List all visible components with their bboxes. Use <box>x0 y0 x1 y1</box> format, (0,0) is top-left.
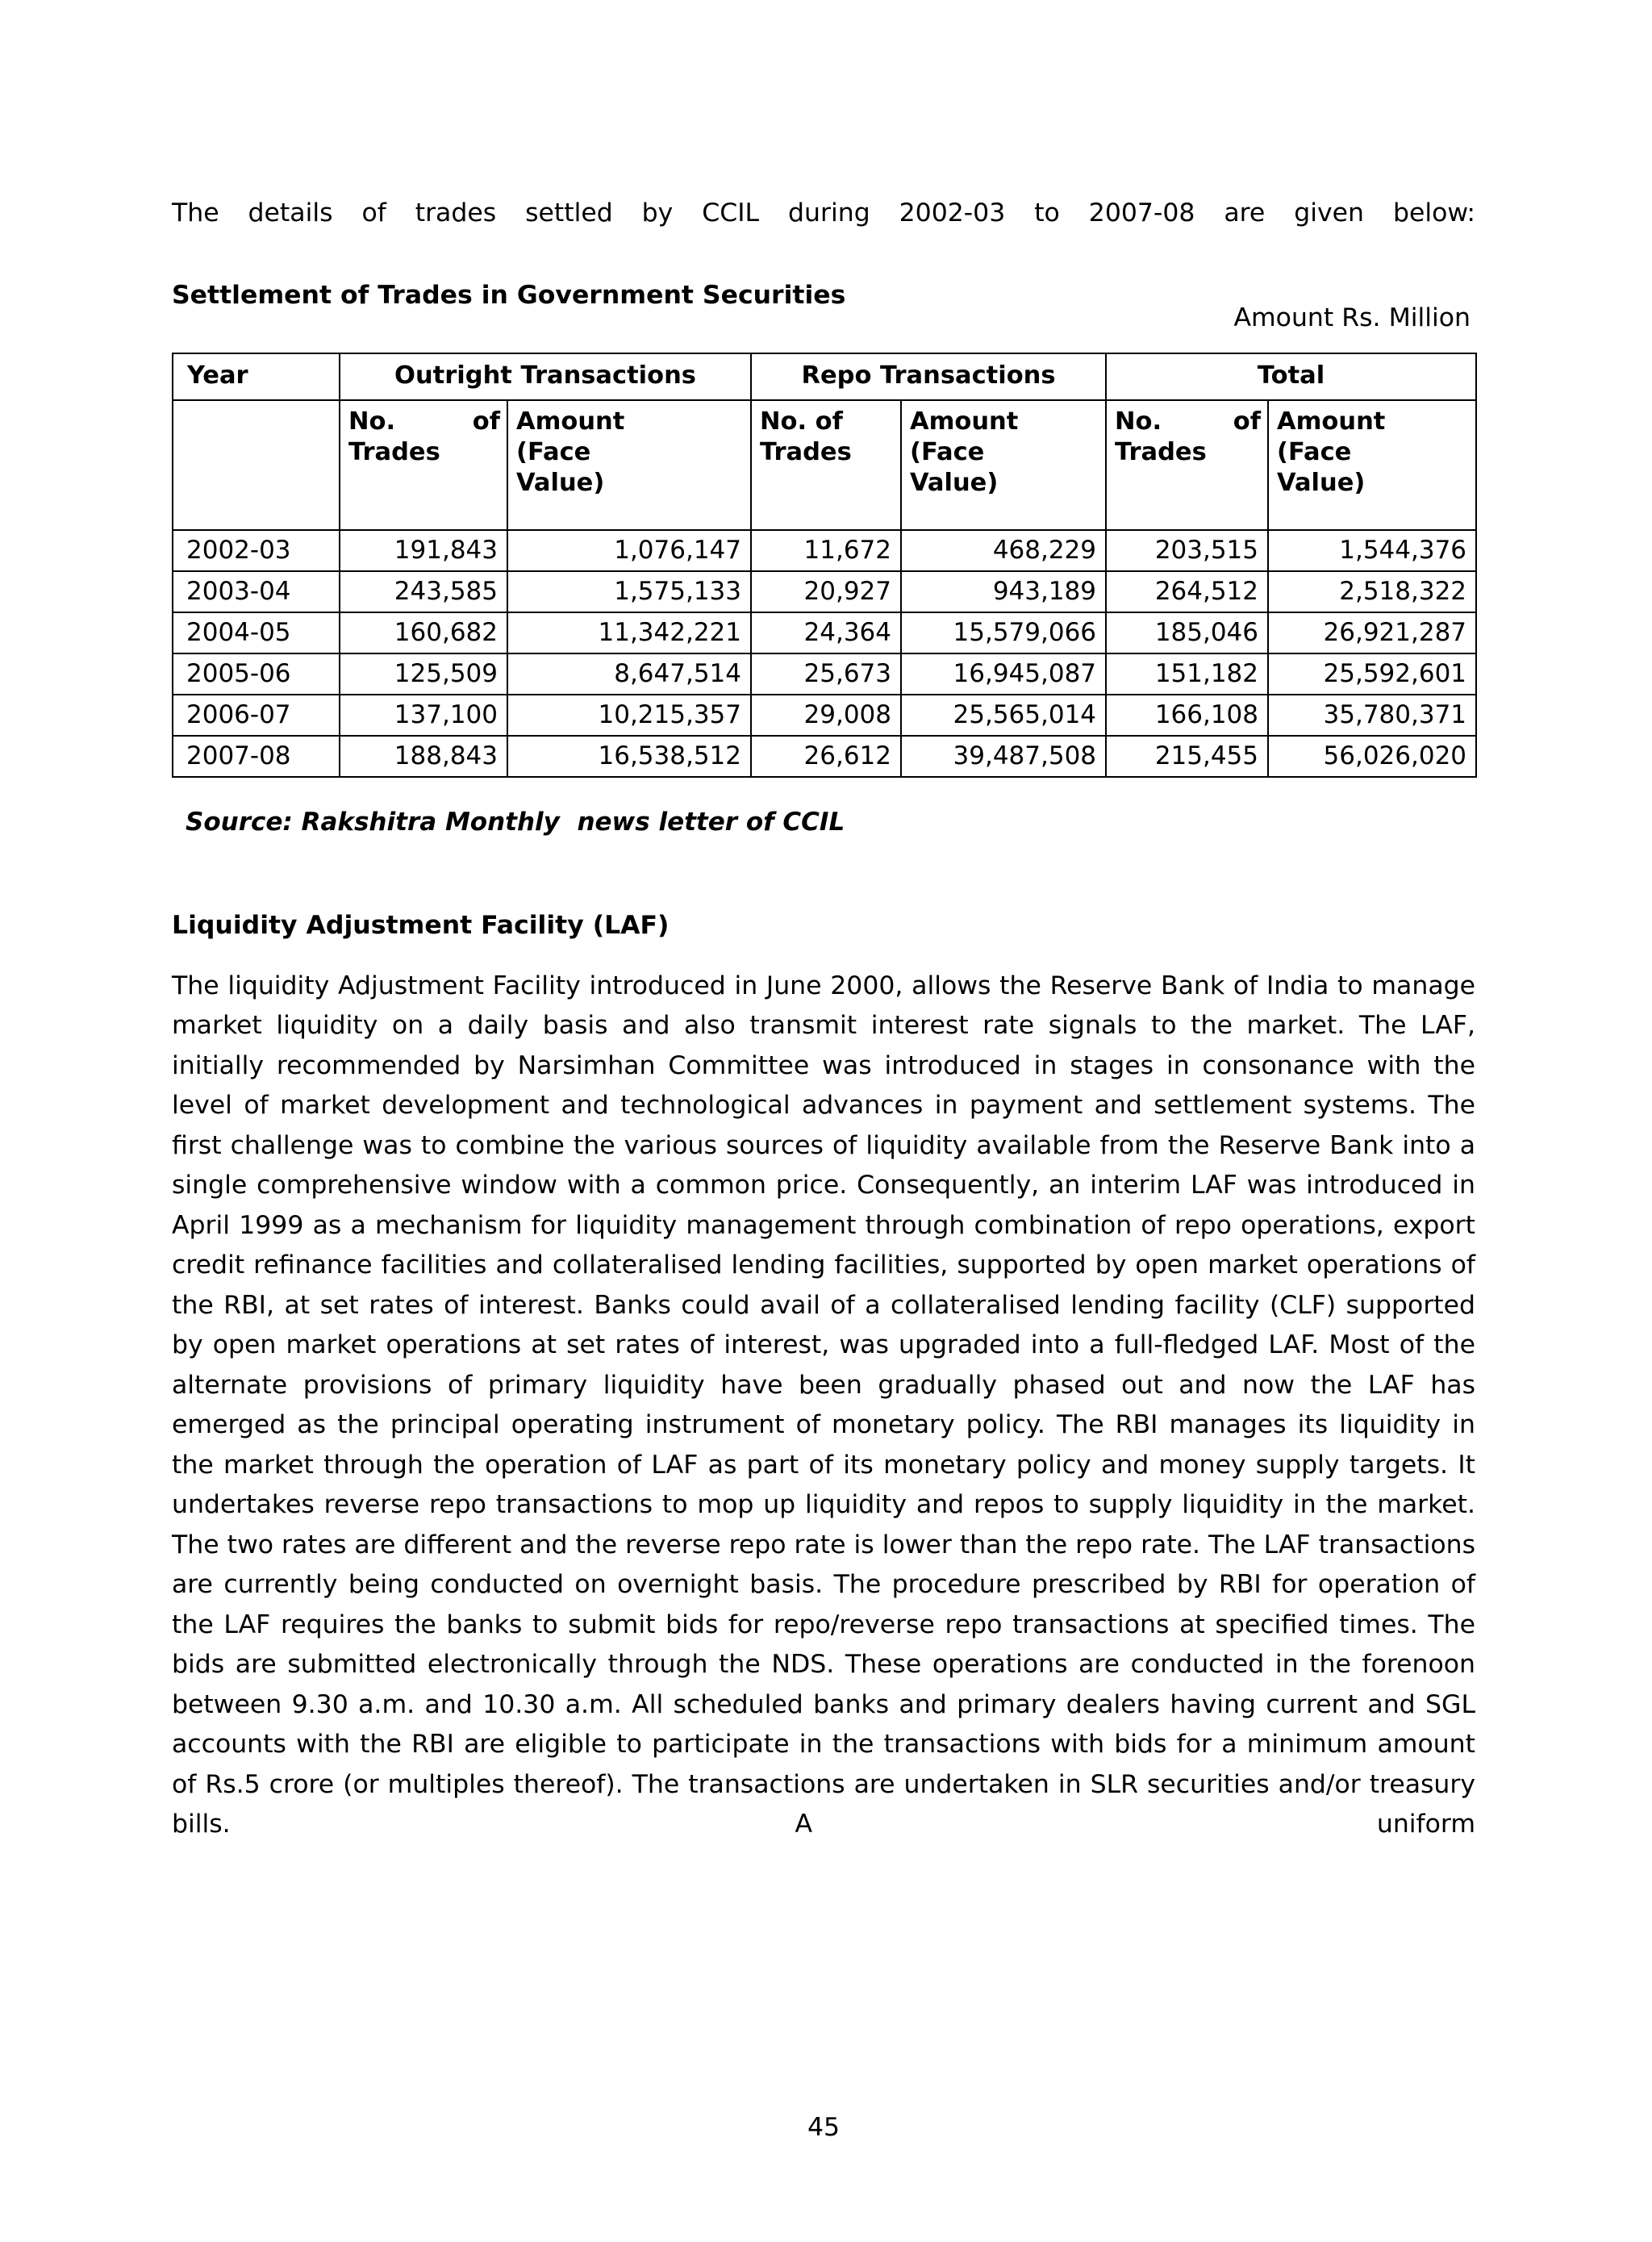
sub-header-face: (Face <box>516 438 591 466</box>
sub-header-no-of: No. of <box>1115 407 1262 436</box>
cell-total-no: 166,108 <box>1106 695 1268 736</box>
section-paragraph-laf: The liquidity Adjustment Facility introduced in June 2000, allows the Reserve Bank of India to manage market liquidity on a daily basis and also transmit interest rate signals to the market. The LAF, initially recommended by Narsimhan Committee was introduced in stages in consonance with the level of market development and technological advances in payment and settlement systems. The first challenge was to combine the various sources of liquidity available from the Reserve Bank into a single comprehensive window with a common price. Consequently, an interim LAF was introduced in April 1999 as a mechanism for liquidity management through combination of repo operations, export credit refinance facilities and collateralised lending facilities, supported by open market operations of the RBI, at set rates of interest. Banks could avail of a collateralised lending facility (CLF) supported by open market operations at set rates of interest, was upgraded into a full-fledged LAF. Most of the alternate provisions of primary liquidity have been gradually phased out and now the LAF has emerged as the principal operating instrument of monetary policy. The RBI manages its liquidity in the market through the operation of LAF as part of its monetary policy and money supply targets. It undertakes reverse repo transactions to mop up liquidity and repos to supply liquidity in the market. The two rates are different and the reverse repo rate is lower than the repo rate. The LAF transactions are currently being conducted on overnight basis. The procedure prescribed by RBI for operation of the LAF requires the banks to submit bids for repo/reverse repo transactions at specified times. The bids are submitted electronically through the NDS. These operations are conducted in the forenoon between 9.30 a.m. and 10.30 a.m. All scheduled banks and primary dealers having current and SGL accounts with the RBI are eligible to participate in the transactions with bids for a minimum amount of Rs.5 crore (or multiples thereof). The transactions are undertaken in SLR securities and/or treasury bills. A uniform <box>172 971 1475 1839</box>
settlement-table-container <box>172 353 1475 778</box>
table-caption: Settlement of Trades in Government Securities <box>172 281 846 311</box>
cell-outright-amount: 11,342,221 <box>507 612 751 653</box>
section-heading-laf: Liquidity Adjustment Facility (LAF) <box>172 911 670 941</box>
table-row <box>173 530 1476 571</box>
cell-year: 2004-05 <box>173 612 340 653</box>
table-row <box>173 653 1476 695</box>
cell-total-no: 185,046 <box>1106 612 1268 653</box>
column-header-total-no-trades <box>1106 400 1268 530</box>
sub-header-trades: Trades <box>348 438 440 466</box>
cell-outright-no: 125,509 <box>340 653 507 695</box>
table-sub-header-row <box>173 400 1476 530</box>
column-header-outright-amount <box>507 400 751 530</box>
sub-header-trades: Trades <box>1115 438 1207 466</box>
cell-year: 2007-08 <box>173 736 340 777</box>
column-group-repo: Repo Transactions <box>751 353 1106 400</box>
cell-outright-no: 243,585 <box>340 571 507 612</box>
sub-header-amount: Amount <box>1277 407 1386 436</box>
column-header-total-amount <box>1268 400 1476 530</box>
cell-total-amount: 1,544,376 <box>1268 530 1476 571</box>
column-header-repo-amount <box>901 400 1106 530</box>
sub-header-value: Value) <box>1277 469 1366 497</box>
cell-repo-no: 29,008 <box>751 695 901 736</box>
cell-outright-no: 191,843 <box>340 530 507 571</box>
cell-outright-amount: 1,076,147 <box>507 530 751 571</box>
column-header-repo-no-trades <box>751 400 901 530</box>
sub-header-amount: Amount <box>516 407 625 436</box>
sub-header-no-of: No. of <box>348 407 500 436</box>
cell-outright-amount: 10,215,357 <box>507 695 751 736</box>
cell-repo-amount: 25,565,014 <box>901 695 1106 736</box>
table-source-note: Source: Rakshitra Monthly news letter of CCIL <box>186 808 845 837</box>
cell-outright-amount: 16,538,512 <box>507 736 751 777</box>
cell-total-amount: 35,780,371 <box>1268 695 1476 736</box>
cell-total-amount: 2,518,322 <box>1268 571 1476 612</box>
column-header-outright-no-trades <box>340 400 507 530</box>
cell-repo-no: 26,612 <box>751 736 901 777</box>
table-row <box>173 695 1476 736</box>
cell-outright-no: 160,682 <box>340 612 507 653</box>
units-note: Amount Rs. Million <box>1233 303 1471 332</box>
cell-outright-no: 137,100 <box>340 695 507 736</box>
cell-repo-no: 25,673 <box>751 653 901 695</box>
cell-outright-amount: 8,647,514 <box>507 653 751 695</box>
cell-repo-no: 11,672 <box>751 530 901 571</box>
sub-header-amount: Amount <box>910 407 1019 436</box>
intro-paragraph: The details of trades settled by CCIL during 2002-03 to 2007-08 are given below: <box>172 198 1475 228</box>
sub-header-value: Value) <box>516 469 605 497</box>
page-number: 45 <box>807 2113 841 2142</box>
cell-total-amount: 25,592,601 <box>1268 653 1476 695</box>
cell-total-no: 203,515 <box>1106 530 1268 571</box>
cell-year: 2003-04 <box>173 571 340 612</box>
cell-repo-amount: 39,487,508 <box>901 736 1106 777</box>
sub-header-face: (Face <box>910 438 985 466</box>
table-head <box>173 353 1476 530</box>
cell-total-no: 264,512 <box>1106 571 1268 612</box>
sub-header-face: (Face <box>1277 438 1352 466</box>
cell-total-amount: 56,026,020 <box>1268 736 1476 777</box>
table-row <box>173 571 1476 612</box>
table-row <box>173 736 1476 777</box>
column-group-outright: Outright Transactions <box>340 353 751 400</box>
column-header-year: Year <box>173 353 340 400</box>
column-group-total: Total <box>1106 353 1476 400</box>
cell-repo-amount: 468,229 <box>901 530 1106 571</box>
cell-repo-amount: 943,189 <box>901 571 1106 612</box>
column-header-year-blank <box>173 400 340 530</box>
sub-header-value: Value) <box>910 469 999 497</box>
cell-repo-no: 20,927 <box>751 571 901 612</box>
cell-total-no: 215,455 <box>1106 736 1268 777</box>
cell-total-no: 151,182 <box>1106 653 1268 695</box>
table-body <box>173 530 1476 777</box>
cell-year: 2006-07 <box>173 695 340 736</box>
cell-repo-amount: 15,579,066 <box>901 612 1106 653</box>
cell-year: 2005-06 <box>173 653 340 695</box>
cell-outright-amount: 1,575,133 <box>507 571 751 612</box>
cell-repo-no: 24,364 <box>751 612 901 653</box>
cell-year: 2002-03 <box>173 530 340 571</box>
settlement-table <box>172 353 1477 778</box>
cell-total-amount: 26,921,287 <box>1268 612 1476 653</box>
sub-header-no-of: No. of <box>760 407 843 436</box>
sub-header-trades: Trades <box>760 438 852 466</box>
document-page <box>172 0 1475 2242</box>
table-row <box>173 612 1476 653</box>
cell-outright-no: 188,843 <box>340 736 507 777</box>
table-group-header-row <box>173 353 1476 400</box>
cell-repo-amount: 16,945,087 <box>901 653 1106 695</box>
